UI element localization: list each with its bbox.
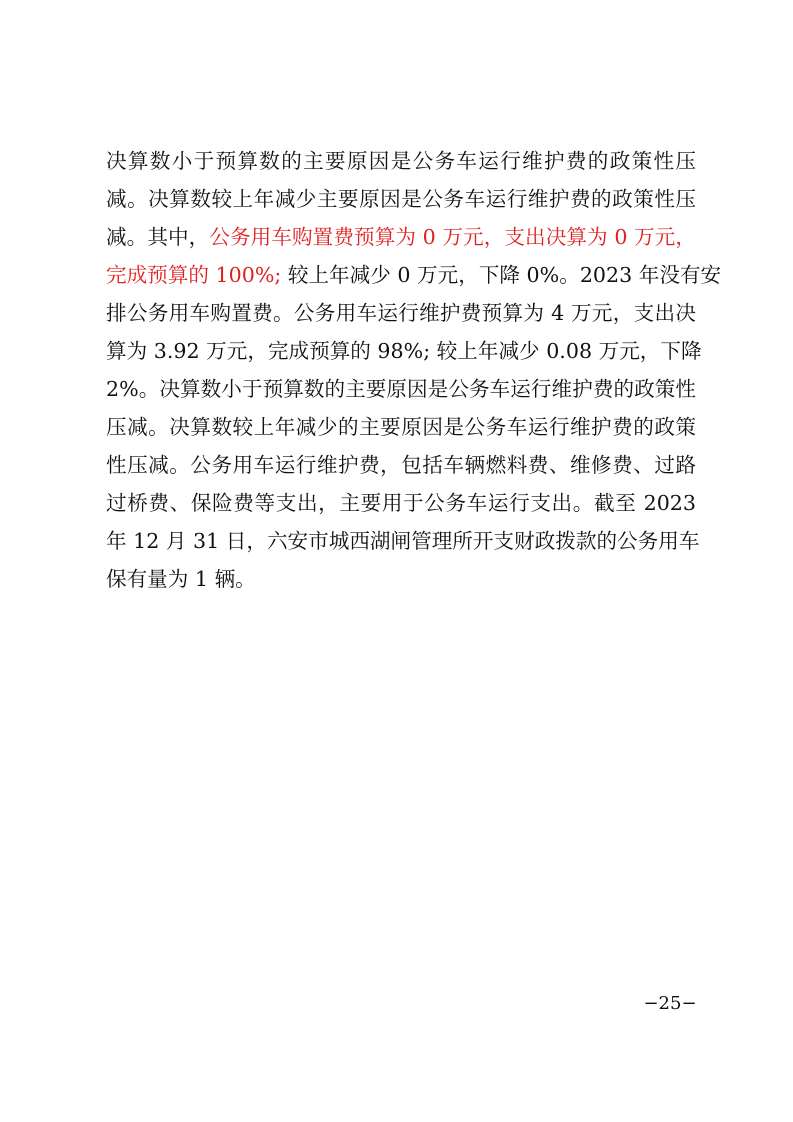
- text-line: [106, 256, 722, 294]
- text-segment: 过桥费、保险费等支出，主要用于公务车运行支出。截至 2023: [106, 491, 696, 515]
- text-line: [106, 218, 696, 256]
- text-line: [106, 484, 696, 522]
- text-line: [106, 332, 702, 370]
- highlighted-text: 完成预算的 100%;: [106, 263, 282, 287]
- text-segment: 排公务用车购置费。公务用车运行维护费预算为 4 万元，支出决: [106, 301, 696, 325]
- page-number: −25−: [643, 993, 697, 1014]
- body-paragraph: [106, 142, 722, 598]
- text-segment: 决算数小于预算数的主要原因是公务车运行维护费的政策性压: [106, 149, 696, 173]
- text-line: [106, 408, 696, 446]
- text-segment: 性压减。公务用车运行维护费，包括车辆燃料费、维修费、过路: [106, 453, 696, 477]
- text-segment: 年 12 月 31 日，六安市城西湖闸管理所开支财政拨款的公务用车: [106, 529, 700, 553]
- text-segment: 减。其中，: [106, 225, 210, 249]
- text-line: [106, 446, 696, 484]
- text-line: [106, 294, 696, 332]
- text-segment: 2%。决算数小于预算数的主要原因是公务车运行维护费的政策性: [106, 377, 696, 401]
- text-line: [106, 522, 700, 560]
- text-line: [106, 180, 696, 218]
- text-line: [106, 142, 696, 180]
- text-segment: 减。决算数较上年减少主要原因是公务车运行维护费的政策性压: [106, 187, 696, 211]
- text-line: [106, 560, 696, 598]
- text-segment: 保有量为 1 辆。: [106, 567, 256, 591]
- text-segment: 算为 3.92 万元，完成预算的 98%; 较上年减少 0.08 万元，下降: [106, 339, 702, 363]
- text-segment: 压减。决算数较上年减少的主要原因是公务车运行维护费的政策: [106, 415, 696, 439]
- highlighted-text: 公务用车购置费预算为 0 万元，支出决算为 0 万元，: [209, 225, 696, 249]
- text-line: [106, 370, 696, 408]
- text-segment: 较上年减少 0 万元，下降 0%。2023 年没有安: [281, 263, 722, 287]
